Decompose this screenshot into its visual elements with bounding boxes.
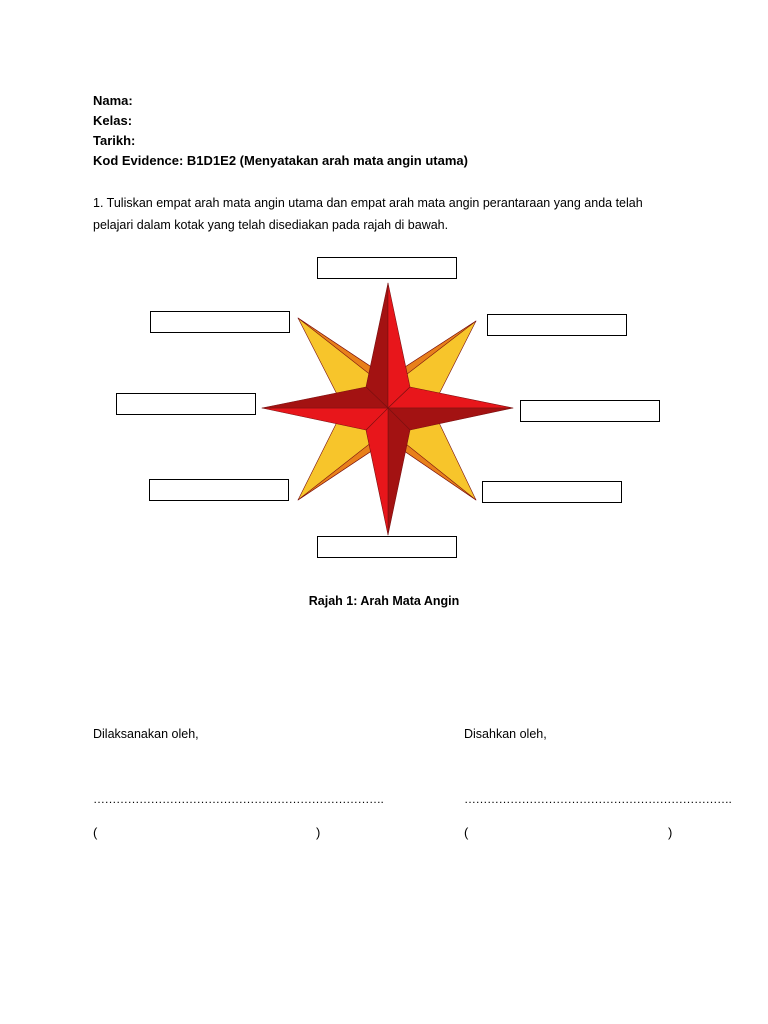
compass-point-s-right [388, 408, 410, 535]
compass-point-n-left [366, 283, 388, 408]
answer-box-northwest[interactable] [150, 311, 290, 333]
verified-by-signature-line[interactable]: ……………………………………………………………. [464, 792, 732, 806]
answer-box-northeast[interactable] [487, 314, 627, 336]
figure-caption: Rajah 1: Arah Mata Angin [308, 594, 460, 608]
verified-by-label: Disahkan oleh, [464, 727, 547, 741]
answer-box-southeast[interactable] [482, 481, 622, 503]
answer-box-southwest[interactable] [149, 479, 289, 501]
compass-point-n-right [388, 283, 410, 408]
compass-point-e-top [388, 387, 513, 408]
header-date-label: Tarikh: [93, 133, 136, 148]
verified-by-close-paren: ) [668, 825, 673, 840]
verified-by-open-paren: ( [464, 825, 469, 840]
answer-box-south[interactable] [317, 536, 457, 558]
answer-box-north[interactable] [317, 257, 457, 279]
header-class-label: Kelas: [93, 113, 133, 128]
performed-by-label: Dilaksanakan oleh, [93, 727, 199, 741]
question-line-2: pelajari dalam kotak yang telah disediakan pada rajah di bawah. [93, 218, 449, 232]
compass-point-w-bottom [262, 408, 388, 430]
performed-by-signature-line[interactable]: …………………………………………………………………. [93, 792, 384, 806]
answer-box-east[interactable] [520, 400, 660, 422]
performed-by-open-paren: ( [93, 825, 98, 840]
performed-by-close-paren: ) [316, 825, 321, 840]
answer-box-west[interactable] [116, 393, 256, 415]
header-name-label: Nama: [93, 93, 133, 108]
question-line-1: 1. Tuliskan empat arah mata angin utama dan empat arah mata angin perantaraan yang anda telah [93, 196, 643, 210]
compass-point-w-top [262, 387, 388, 408]
header-evidence-label: Kod Evidence: B1D1E2 (Menyatakan arah mata angin utama) [93, 153, 468, 168]
